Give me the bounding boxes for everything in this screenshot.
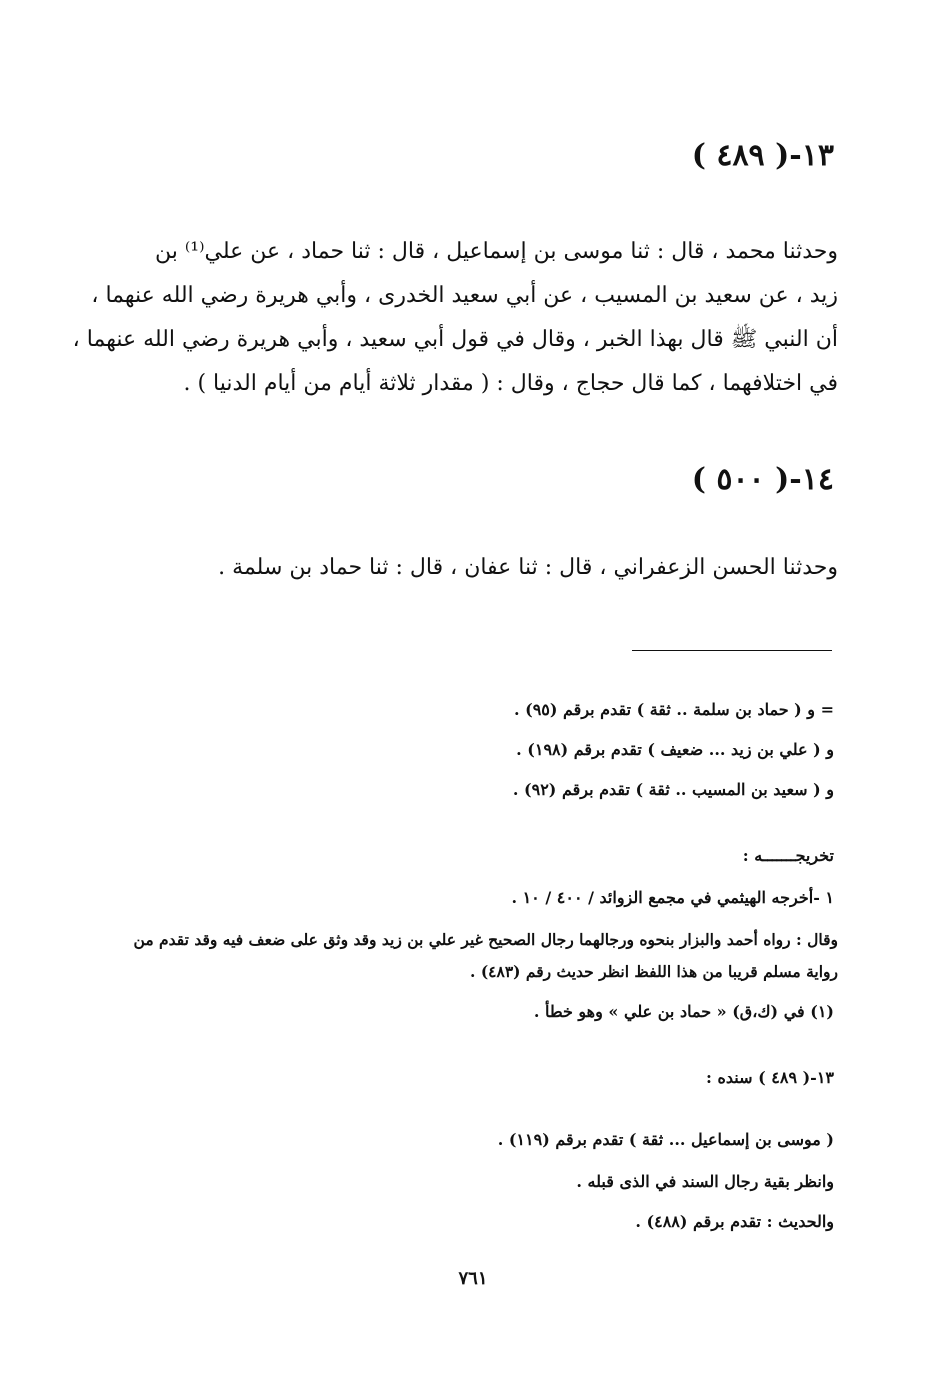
sanad-label: ١٣-( ٤٨٩ ) سنده : bbox=[706, 1068, 834, 1087]
page-number: ٧٦١ bbox=[458, 1268, 488, 1289]
sanad-item-2: وانظر بقية رجال السند في الذى قبله . bbox=[576, 1172, 834, 1191]
takhrij-item: ١ -أخرجه الهيثمي في مجمع الزوائد / ٤٠٠ / ١٠ . bbox=[511, 888, 834, 907]
hadith-13-heading: ١٣-( ٤٨٩ ) bbox=[691, 138, 834, 173]
hadith-13-line: زيد ، عن سعيد بن المسيب ، عن أبي سعيد الخدرى ، وأبي هريرة رضي الله عنهما ، bbox=[91, 283, 838, 308]
footnote-separator bbox=[632, 650, 832, 651]
takhrij-note-line: رواية مسلم قريبا من هذا اللفظ انظر حديث رقم (٤٨٣) . bbox=[470, 962, 838, 981]
footnote-narrator-1: = و ( حماد بن سلمة .. ثقة ) تقدم برقم (٩٥) . bbox=[513, 700, 834, 719]
hadith-14-text bbox=[168, 546, 838, 590]
sanad-item-1: ( موسى بن إسماعيل ... ثقة ) تقدم برقم (١١٩) . bbox=[497, 1130, 834, 1149]
takhrij-note bbox=[133, 924, 838, 988]
takhrij-note-line: وقال : رواه أحمد والبزار بنحوه ورجالهما رجال الصحيح غير علي بن زيد وقد وثق على ضعف فيه وقد تقدم من bbox=[133, 930, 838, 949]
hadith-13-line: في اختلافهما ، كما قال حجاج ، وقال : ( مقدار ثلاثة أيام من أيام الدنيا ) . bbox=[183, 371, 838, 396]
hadith-13-line: أن النبي ﷺ قال بهذا الخبر ، وقال في قول أبي سعيد ، وأبي هريرة رضي الله عنهما ، bbox=[72, 327, 838, 352]
sanad-item-3: والحديث : تقدم برقم (٤٨٨) . bbox=[635, 1212, 834, 1231]
footnote-narrator-2: و ( علي بن زيد ... ضعيف ) تقدم برقم (١٩٨) . bbox=[516, 740, 834, 759]
hadith-13-text bbox=[72, 230, 838, 406]
footnote-narrator-3: و ( سعيد بن المسيب .. ثقة ) تقدم برقم (٩٢) . bbox=[512, 780, 834, 799]
footnote-1: (١) في (ك،ق) « حماد بن علي » وهو خطأ . bbox=[533, 1002, 834, 1021]
hadith-14-heading: ١٤-( ٥٠٠ ) bbox=[691, 462, 834, 497]
hadith-13-line: وحدثنا محمد ، قال : ثنا موسى بن إسماعيل ، قال : ثنا حماد ، عن علي⁽¹⁾ بن bbox=[155, 239, 838, 264]
hadith-14-line: وحدثنا الحسن الزعفراني ، قال : ثنا عفان ، قال : ثنا حماد بن سلمة . bbox=[218, 555, 838, 580]
takhrij-label: تخريجـــــــه : bbox=[742, 846, 834, 865]
